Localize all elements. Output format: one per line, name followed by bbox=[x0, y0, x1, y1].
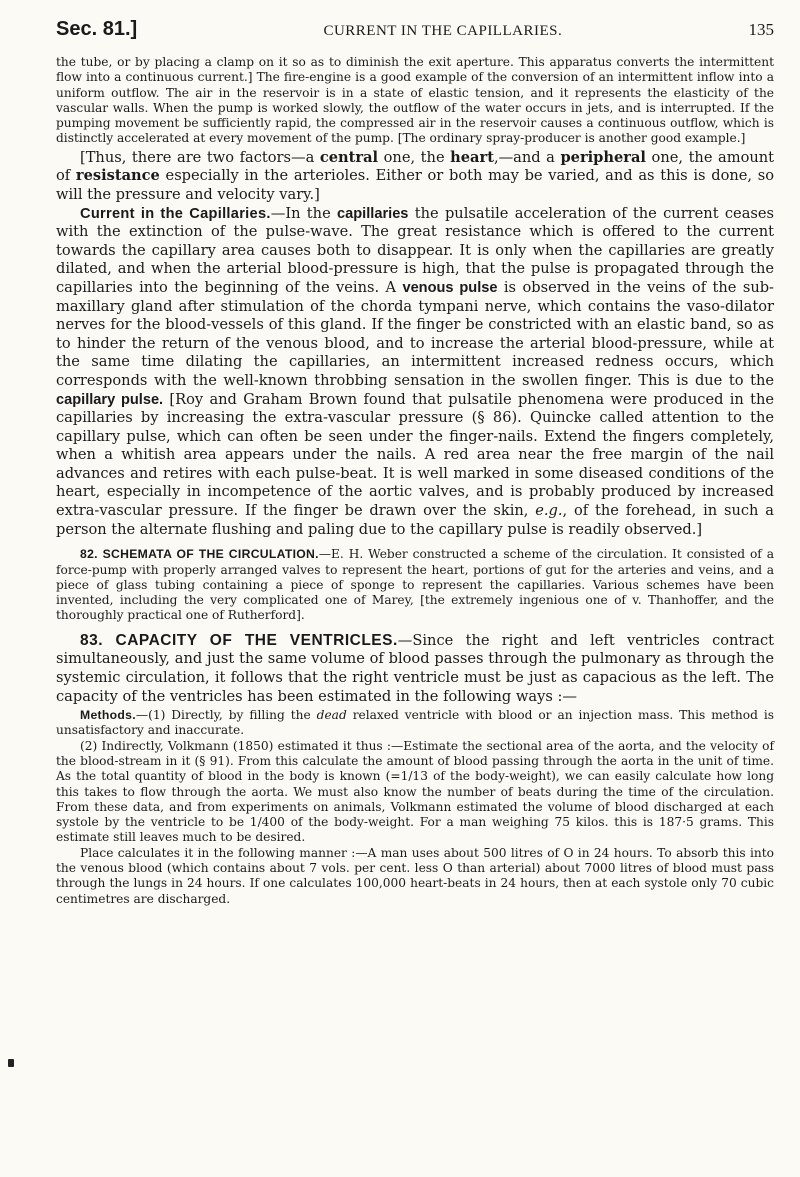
section-82-schemata: 82. SCHEMATA OF THE CIRCULATION.—E. H. Weber constructed a scheme of the circulation. It consisted of a force-pump with properly arranged valves to represent the heart, portions of gut for the arteries and veins, and a piece of glass tubing containing a piece of sponge to represent the capillaries. Various schemes have been invented, including the very complicated one of Marey, [the extremely ingenious one of v. Thanhoffer, and the thoroughly practical one of Rutherford]. bbox=[56, 547, 774, 623]
keyword-central: central bbox=[319, 148, 379, 166]
paragraph-capillaries: Current in the Capillaries.—In the capillaries the pulsatile acceleration of the current ceases with the extinction of the pulse-wave. The great resistance which is offered to the current towards the capillary area causes both to disappear. It is only when the capillaries are greatly dilated, and when the arterial blood-pressure is high, that the pulse is propagated through the capillaries into the beginning of the veins. A venous pulse is observed in the veins of the sub-maxillary gland after stimulation of the chorda tympani nerve, which contains the vaso-dilator nerves for the blood-vessels of this gland. If the finger be constricted with an elastic band, so as to hinder the return of the venous blood, and to increase the arterial blood-pressure, while at the same time dilating the capillaries, an intermittent increased redness occurs, which corresponds with the well-known throbbing sensation in the swollen finger. This is due to the capillary pulse. [Roy and Graham Brown found that pulsatile phenomena were produced in the capillaries by increasing the extra-vascular pressure (§ 86). Quincke called attention to the capillary pulse, which can often be seen under the finger-nails. Extend the fingers completely, when a whitish area appears under the nails. A red area near the free margin of the nail advances and retires with each pulse-beat. It is well marked in some diseased conditions of the heart, especially in incompetence of the aortic valves, and is probably produced by increased extra-vascular pressure. If the finger be drawn over the skin, e.g., of the forehead, in such a person the alternate flushing and paling due to the capillary pulse is readily observed.] bbox=[56, 204, 775, 538]
keyword-capillary-pulse: capillary pulse. bbox=[56, 391, 164, 408]
methods-direct: Methods.—(1) Directly, by filling the dead relaxed ventricle with blood or an injection mass. This method is unsatisfactory and inaccurate. bbox=[56, 708, 774, 738]
paragraph-two-factors: [Thus, there are two factors—a central one, the heart,—and a peripheral one, the amount of resistance especially in the arterioles. Either or both may be varied, and as this is done, so will the pressure and velocity vary.] bbox=[56, 148, 775, 203]
section-83-capacity: 83. CAPACITY OF THE VENTRICLES.—Since the right and left ventricles contract simultaneously, and just the same volume of blood passes through the pulmonary as through the systemic circulation, it follows that the right ventricle must be just as capacious as the left. The capacity of the ventricles has been estimated in the following ways :— bbox=[56, 631, 775, 705]
methods-volkmann: (2) Indirectly, Volkmann (1850) estimated it thus :—Estimate the sectional area of the aorta, and the velocity of the blood-stream in it (§ 91). From this calculate the amount of blood passing through the aorta in the unit of time. As the total quantity of blood in the body is known (=1/13 of the body-weight), we can easily calculate how long this takes to flow through the aorta. We must also know the number of beats during the time of the circulation. From these data, and from experiments on animals, Volkmann estimated the volume of blood discharged at each systole by the ventricle to be 1/400 of the body-weight. For a man weighing 75 kilos. this is 187·5 grams. This estimate still leaves much to be desired. bbox=[56, 738, 774, 845]
running-header bbox=[56, 18, 774, 41]
subheading-current-in-capillaries: Current in the Capillaries. bbox=[80, 205, 271, 222]
keyword-heart: heart bbox=[450, 148, 494, 166]
section-label: Sec. 81.] bbox=[56, 18, 138, 40]
page-number: 135 bbox=[748, 20, 774, 39]
keyword-capillaries: capillaries bbox=[337, 205, 409, 222]
scan-mark bbox=[8, 1059, 14, 1067]
keyword-venous-pulse: venous pulse bbox=[402, 279, 498, 296]
paragraph-fire-engine: the tube, or by placing a clamp on it so as to diminish the exit aperture. This apparatus converts the intermittent flow into a continuous current.] The fire-engine is a good example of the conversion of an intermittent inflow into a uniform outflow. The air in the reservoir is in a state of elastic tension, and it represents the elasticity of the vascular walls. When the pump is worked slowly, the outflow of the water occurs in jets, and is interrupted. If the pumping movement be sufficiently rapid, the compressed air in the reservoir causes a continuous outflow, which is distinctly accelerated at every movement of the pump. [The ordinary spray-producer is another good example.] bbox=[56, 55, 774, 146]
section-82-heading: 82. SCHEMATA OF THE CIRCULATION. bbox=[80, 547, 319, 562]
methods-place: Place calculates it in the following manner :—A man uses about 500 litres of O in 24 hours. To absorb this into the venous blood (which contains about 7 vols. per cent. less O than arterial) about 7000 litres of blood must pass through the lungs in 24 hours. If one calculates 100,000 heart-beats in 24 hours, then at each systole only 70 cubic centimetres are discharged. bbox=[56, 845, 774, 906]
running-title: CURRENT IN THE CAPILLARIES. bbox=[323, 23, 563, 39]
keyword-resistance: resistance bbox=[75, 167, 160, 185]
keyword-peripheral: peripheral bbox=[560, 148, 646, 166]
methods-lead: Methods. bbox=[80, 708, 136, 723]
section-83-heading: 83. CAPACITY OF THE VENTRICLES. bbox=[80, 631, 398, 649]
